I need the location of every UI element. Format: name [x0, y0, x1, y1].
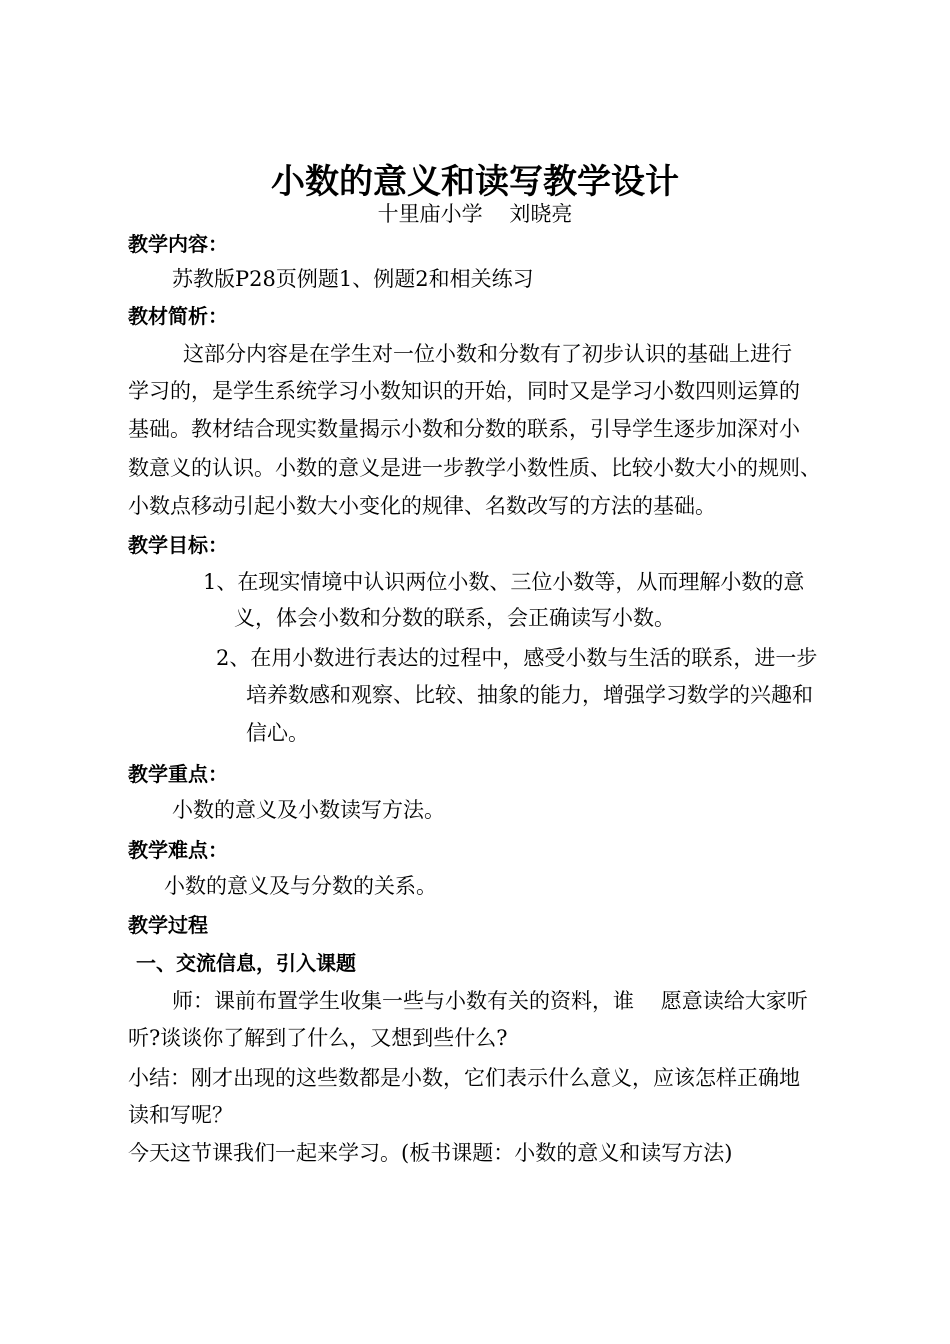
content-text: 苏教版P28页例题1、例题2和相关练习 — [172, 267, 534, 291]
analysis-line: 这部分内容是在学生对一位小数和分数有了初步认识的基础上进行 — [183, 342, 792, 366]
analysis-line: 小数点移动引起小数大小变化的规律、名数改写的方法的基础。 — [128, 494, 716, 518]
content-heading: 教学内容： — [128, 232, 228, 256]
process-line: 听?谈谈你了解到了什么，又想到些什么? — [128, 1026, 508, 1050]
difficulty-text: 小数的意义及与分数的关系。 — [164, 874, 437, 898]
goal-item-1: 1、在现实情境中认识两位小数、三位小数等，从而理解小数的意 — [203, 570, 805, 594]
process-line: 师：课前布置学生收集一些与小数有关的资料，谁 愿意读给大家听 — [172, 989, 808, 1013]
analysis-heading: 教材简析： — [128, 304, 228, 328]
analysis-line: 基础。教材结合现实数量揭示小数和分数的联系，引导学生逐步加深对小 — [128, 417, 800, 441]
process-heading: 教学过程 — [128, 913, 208, 937]
analysis-line: 数意义的认识。小数的意义是进一步教学小数性质、比较小数大小的规则、 — [128, 456, 821, 480]
process-section-1: 一、交流信息，引入课题 — [136, 951, 356, 975]
goal-item-2: 培养数感和观察、比较、抽象的能力，增强学习数学的兴趣和 — [246, 683, 813, 707]
goal-item-2: 信心。 — [246, 721, 309, 745]
author-line: 十里庙小学 刘晓亮 — [377, 202, 573, 226]
goals-heading: 教学目标： — [128, 533, 228, 557]
process-line: 读和写呢？ — [128, 1103, 233, 1127]
difficulty-heading: 教学难点： — [128, 838, 228, 862]
goal-item-1: 义，体会小数和分数的联系，会正确读写小数。 — [234, 606, 675, 630]
document-title: 小数的意义和读写教学设计 — [271, 162, 679, 202]
process-line: 今天这节课我们一起来学习。(板书课题：小数的意义和读写方法) — [128, 1141, 733, 1165]
key-point-text: 小数的意义及小数读写方法。 — [172, 798, 445, 822]
goal-item-2: 2、在用小数进行表达的过程中，感受小数与生活的联系，进一步 — [216, 646, 818, 670]
analysis-line: 学习的，是学生系统学习小数知识的开始，同时又是学习小数四则运算的 — [128, 379, 800, 403]
process-line: 小结：刚才出现的这些数都是小数，它们表示什么意义，应该怎样正确地 — [128, 1066, 800, 1090]
key-point-heading: 教学重点： — [128, 762, 228, 786]
